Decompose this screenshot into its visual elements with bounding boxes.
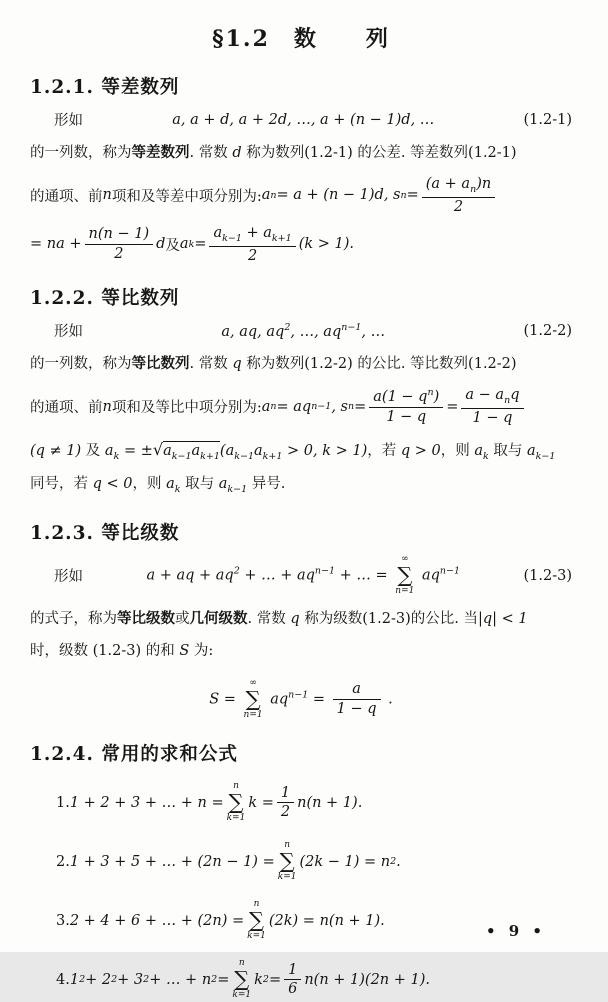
paragraph-line: 同号，若 q < 0，则 $a_k$ 取与 $a_{k-1}$ 异号. bbox=[30, 476, 286, 496]
paragraph-line: (q ≠ 1) 及 $a_k = \pm√a_{k-1}a_{k+1}(a_{k-1}a_{k+1} > 0$, k > 1)，若 q > 0，则 $a_k$ 取与 $a_{k-1}$ bbox=[30, 439, 556, 462]
equation-number: (1.2-3) bbox=[523, 567, 572, 584]
page-number: • 9 • bbox=[485, 922, 546, 940]
page-title: §1.2 数 列 bbox=[212, 26, 390, 52]
section-summation-formulas bbox=[30, 740, 572, 1002]
paragraph-line: = na + $\frac{n(n - 1)}{2}$ d 及 a k = $\frac{a_{k-1} + a_{k+1}}{2}$ (k > 1). bbox=[30, 224, 354, 264]
section-heading: 1.2.3. 等比级数 bbox=[30, 523, 180, 544]
formula: a, aq, $aq^2$, …, $aq^{n-1}$, … bbox=[221, 321, 386, 340]
formula-lead: 形如 bbox=[54, 113, 83, 129]
formula-item-1: 1. 1 + 2 + 3 + … + n = n ∑ k=1 k = $\frac{1}{2}$ n(n + 1). bbox=[56, 781, 363, 824]
equation-number: (1.2-2) bbox=[523, 322, 572, 339]
paragraph-line: 的通项、前 n 项和及等比中项分别为: a n = aq n−1 , s n = $\frac{a(1 - q^n)}{1 - q}$ = $\frac{a - a_nq}{1 - q}$ bbox=[30, 387, 572, 427]
display-formula-line bbox=[30, 320, 572, 341]
formula-lead: 形如 bbox=[54, 569, 83, 585]
paragraph-line: 的一列数，称为等差数列. 常数 d 称为数列(1.2-1) 的公差. 等差数列(1.2-1) bbox=[30, 144, 517, 161]
section-heading: 1.2.2. 等比数列 bbox=[30, 288, 180, 310]
formula-item-2: 2. 1 + 3 + 5 + … + (2n − 1) = n ∑ k=1 (2k − 1) = n 2 . bbox=[56, 840, 401, 883]
display-formula-line bbox=[30, 555, 572, 596]
equation-number: (1.2-1) bbox=[523, 111, 572, 128]
paragraph-line: 的一列数，称为等比数列. 常数 q 称为数列(1.2-2) 的公比. 等比数列(1.2-2) bbox=[30, 355, 517, 373]
section-arithmetic-sequence bbox=[30, 73, 572, 264]
paragraph-line: 的式子，称为等比级数或几何级数. 常数 q 称为级数(1.2-3)的公比. 当|q| < 1 bbox=[30, 610, 528, 627]
formula: a + aq + $aq^2$ + … + $aq^{n-1}$ + … = ∞ ∑ n=1 $aq^{n-1}$ bbox=[146, 554, 461, 596]
section-heading: 1.2.4. 常用的求和公式 bbox=[30, 743, 238, 765]
formula-item-4: 4. 1 2 + 2 2 + 3 2 + … + n 2 = n ∑ k=1 k 2 = $\frac{1}{6}$ n(n + 1)(2n + 1). bbox=[56, 958, 430, 1001]
section-geometric-series bbox=[30, 519, 572, 720]
display-formula-line bbox=[30, 109, 572, 130]
centered-equation: S = ∞ ∑ n=1 $aq^{n-1}$ = $\frac{a}{1 - q}$ . bbox=[209, 677, 393, 720]
formula-lead: 形如 bbox=[54, 324, 83, 341]
formula: a, a + d, a + 2d, …, a + (n − 1)d, … bbox=[172, 111, 435, 128]
paragraph-line: 的通项、前 n 项和及等差中项分别为: a n = a + (n − 1)d, s n = $\frac{(a + a_n)n}{2}$ bbox=[30, 175, 572, 215]
section-heading: 1.2.1. 等差数列 bbox=[30, 77, 180, 98]
formula-item-3: 3. 2 + 4 + 6 + … + (2n) = n ∑ k=1 (2k) = n(n + 1). bbox=[56, 899, 385, 942]
section-geometric-sequence bbox=[30, 284, 572, 499]
paragraph-line: 时，级数 (1.2-3) 的和 S 为: bbox=[30, 643, 214, 660]
